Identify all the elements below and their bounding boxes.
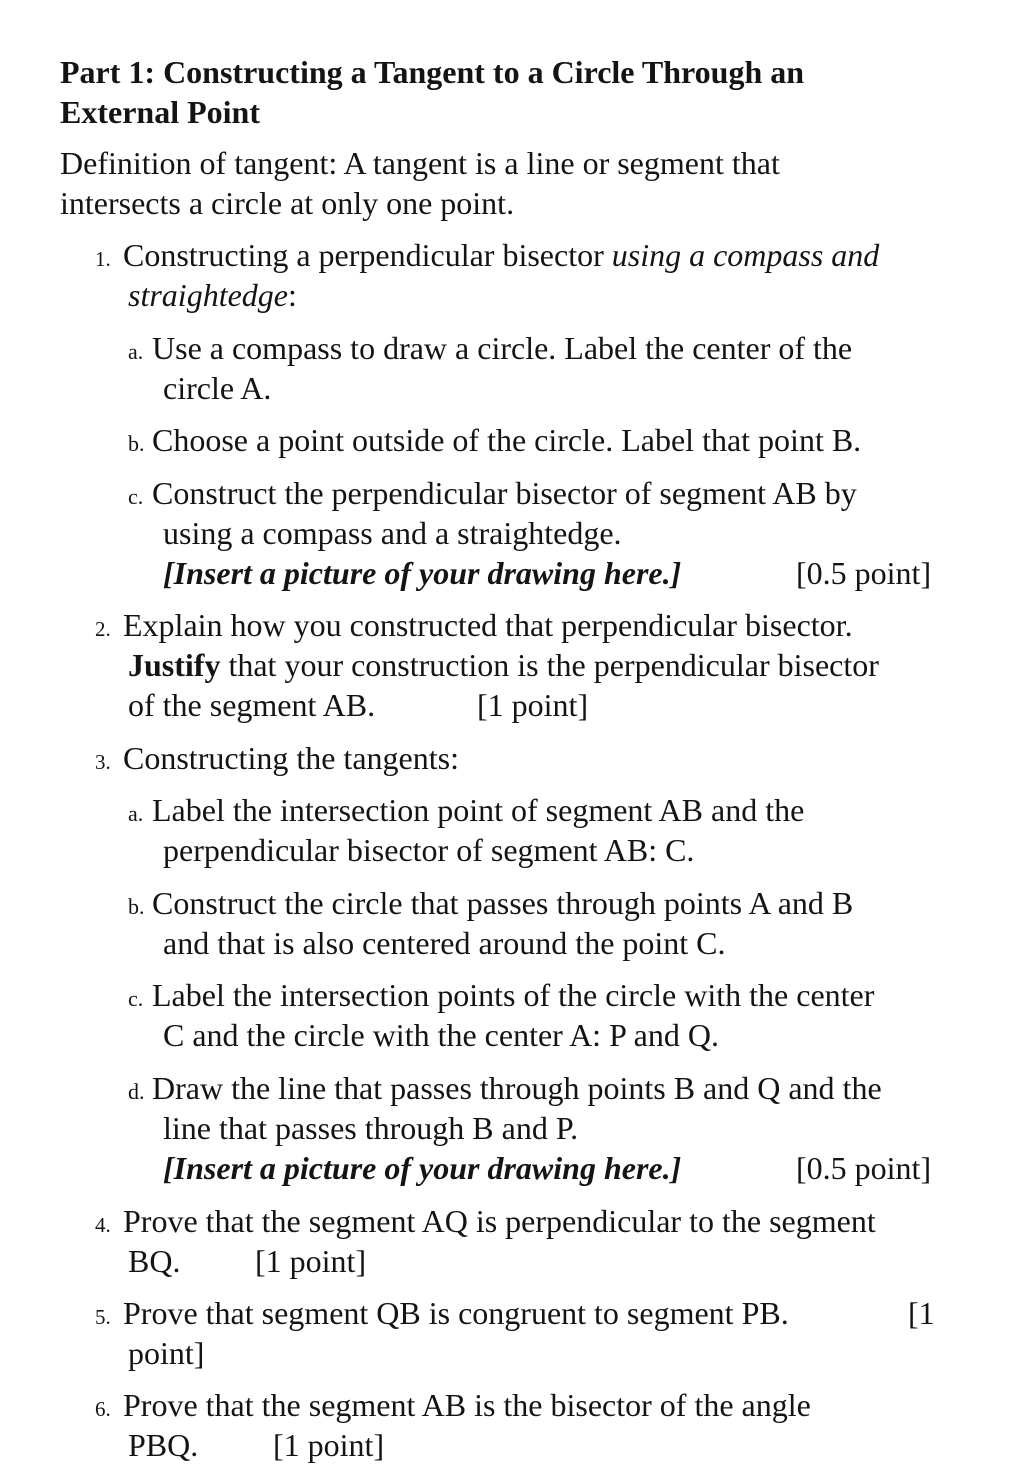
q3b-marker: b. [128, 894, 145, 919]
q3c-line-2: C and the circle with the center A: P and Q. [163, 1017, 719, 1053]
q4-number: 4. [95, 1213, 111, 1237]
q2-text: Explain how you constructed that perpendicular bisector. [123, 607, 853, 643]
q3d-line-2: line that passes through B and P. [163, 1110, 579, 1146]
q6-text: Prove that the segment AB is the bisector of the angle [123, 1387, 811, 1423]
title-line-2: External Point [60, 94, 260, 130]
q3b-text: Construct the circle that passes through points A and B [152, 885, 854, 921]
q3b-line-2: and that is also centered around the point C. [163, 925, 726, 961]
q3c-line-1 [128, 975, 874, 1019]
q1c-line-1 [128, 473, 857, 517]
q1-number: 1. [95, 247, 111, 271]
q1-text-italic-2: straightedge [128, 277, 288, 313]
q1-colon: : [287, 277, 297, 313]
q3a-text: Label the intersection point of segment AB and the [152, 792, 805, 828]
q2-justify: Justify [128, 647, 221, 683]
q4-line-1 [95, 1201, 876, 1245]
q3d-text: Draw the line that passes through points B and Q and the [152, 1070, 882, 1106]
q3-line-1 [95, 738, 459, 782]
q3a-marker: a. [128, 801, 144, 826]
q5-number: 5. [95, 1305, 111, 1329]
q3d-line-1 [128, 1068, 882, 1112]
definition-line-2: intersects a circle at only one point. [60, 185, 515, 221]
q2-number: 2. [95, 617, 111, 641]
definition-paragraph [60, 143, 960, 223]
q2-points: [1 point] [477, 687, 589, 723]
q1a-line-1 [128, 328, 852, 372]
q6-number: 6. [95, 1397, 111, 1421]
q5-line-1 [95, 1293, 789, 1337]
q2-text-2: that your construction is the perpendicular bisector [220, 647, 879, 683]
q1a-text: Use a compass to draw a circle. Label the center of the [152, 330, 853, 366]
q2-line-3: of the segment AB. [128, 687, 376, 723]
q3a-line-2: perpendicular bisector of segment AB: C. [163, 832, 695, 868]
title-line-1: Part 1: Constructing a Tangent to a Circle Through an [60, 54, 805, 90]
q3c-text: Label the intersection points of the circle with the center [152, 977, 875, 1013]
q4-points: [1 point] [255, 1243, 367, 1279]
q6-line-1 [95, 1385, 811, 1429]
q1b-marker: b. [128, 431, 145, 456]
q1c-text: Construct the perpendicular bisector of segment AB by [152, 475, 857, 511]
q1b-text: Choose a point outside of the circle. Label that point B. [152, 422, 862, 458]
q3b-line-1 [128, 883, 853, 927]
q3d-marker: d. [128, 1079, 145, 1104]
q1-text-italic: using a compass and [611, 237, 880, 273]
q2-line-2 [128, 645, 879, 685]
q3c-marker: c. [128, 986, 144, 1011]
q5-line-2: point] [128, 1335, 205, 1371]
q2-line-1 [95, 605, 853, 649]
q3d-points: [0.5 point] [796, 1150, 932, 1186]
q1c-points: [0.5 point] [796, 555, 932, 591]
q1c-marker: c. [128, 484, 144, 509]
q1-line-1 [95, 235, 879, 279]
page-title [60, 52, 960, 132]
q1-line-2 [128, 275, 297, 315]
q3a-line-1 [128, 790, 804, 834]
q1c-line-2: using a compass and a straightedge. [163, 515, 622, 551]
q1a-marker: a. [128, 339, 144, 364]
q3-text: Constructing the tangents: [123, 740, 459, 776]
q6-points: [1 point] [273, 1427, 385, 1463]
q1c-insert-picture: [Insert a picture of your drawing here.] [163, 555, 682, 591]
q5-points-open: [1 [908, 1295, 935, 1331]
definition-line-1: Definition of tangent: A tangent is a line or segment that [60, 145, 780, 181]
q4-text: Prove that the segment AQ is perpendicular to the segment [123, 1203, 876, 1239]
q5-text: Prove that segment QB is congruent to segment PB. [123, 1295, 789, 1331]
q3-number: 3. [95, 750, 111, 774]
q1-text: Constructing a perpendicular bisector [123, 237, 612, 273]
q3d-insert-picture: [Insert a picture of your drawing here.] [163, 1150, 682, 1186]
q1a-line-2: circle A. [163, 370, 272, 406]
q6-line-2: PBQ. [128, 1427, 199, 1463]
q1b-line-1 [128, 420, 861, 464]
q4-line-2: BQ. [128, 1243, 181, 1279]
